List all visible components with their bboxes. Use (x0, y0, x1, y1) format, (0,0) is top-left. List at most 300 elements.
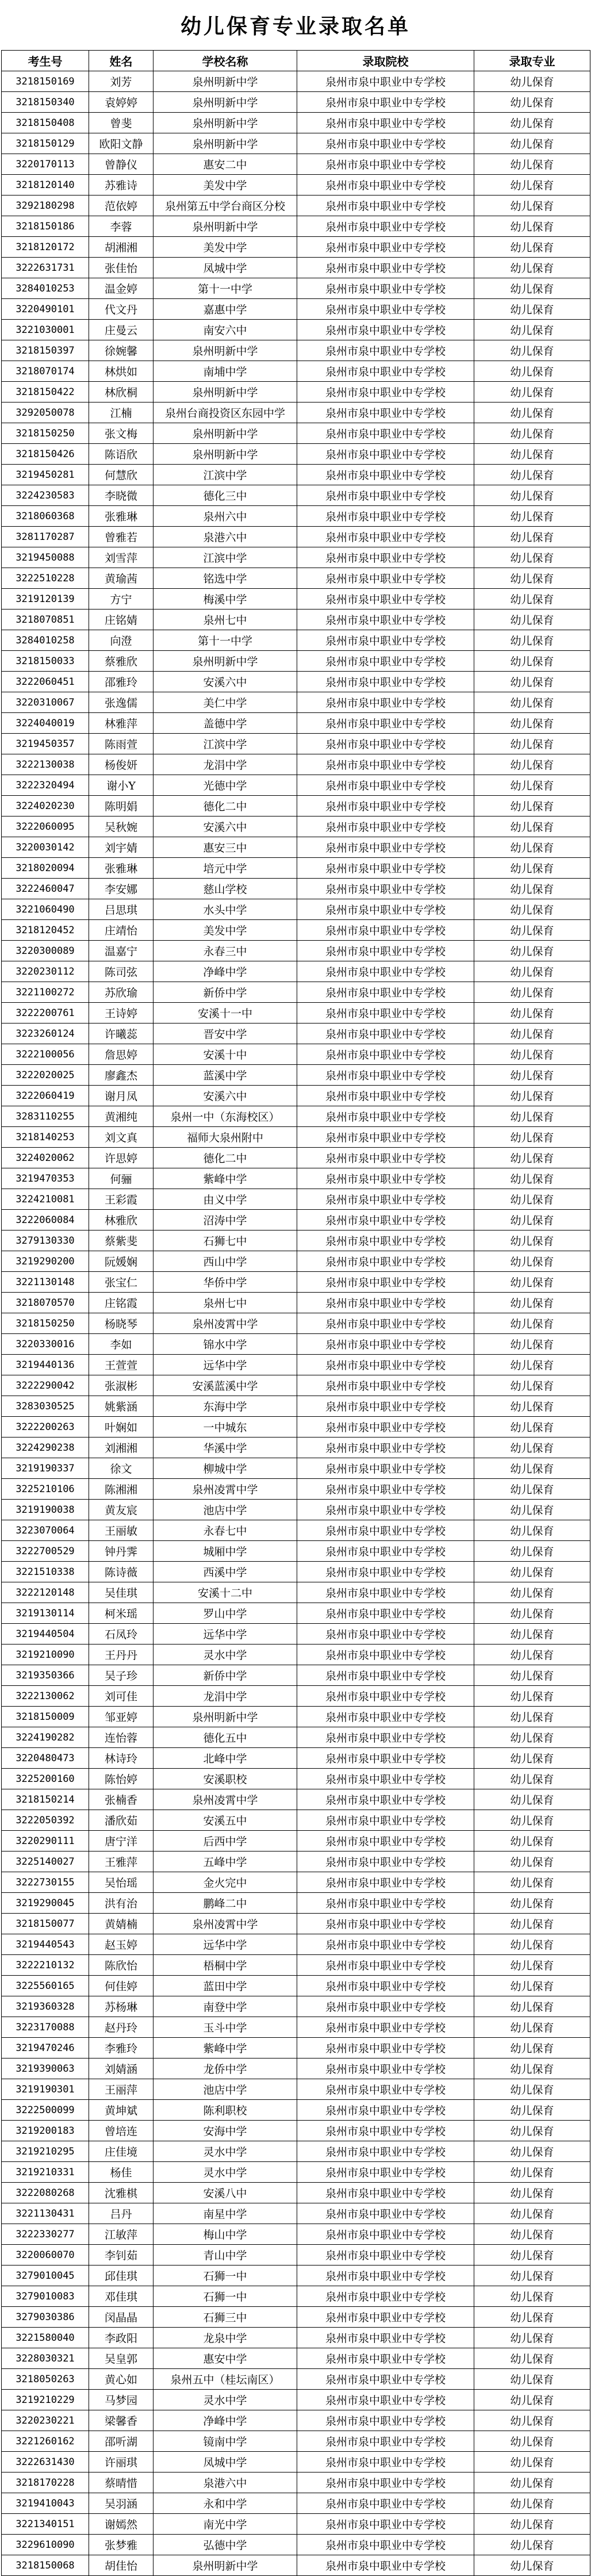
exam-number-cell: 3220330016 (2, 1334, 89, 1355)
student-name-cell: 谢月凤 (89, 1086, 153, 1106)
school-name-cell: 泉州明新中学 (153, 2555, 297, 2576)
major-cell: 幼儿保育 (474, 1127, 590, 1148)
major-cell: 幼儿保育 (474, 2183, 590, 2203)
major-cell: 幼儿保育 (474, 1914, 590, 1934)
exam-number-cell: 3222700529 (2, 1541, 89, 1562)
school-name-cell: 弘德中学 (153, 2535, 297, 2555)
admitting-school-cell: 泉州市泉中职业中专学校 (297, 1686, 474, 1707)
admitting-school-cell: 泉州市泉中职业中专学校 (297, 71, 474, 92)
exam-number-cell: 3224190282 (2, 1727, 89, 1748)
admitting-school-cell: 泉州市泉中职业中专学校 (297, 547, 474, 568)
table-row (2, 1707, 590, 1727)
exam-number-cell: 3218150397 (2, 340, 89, 361)
major-cell: 幼儿保育 (474, 899, 590, 920)
table-row (2, 154, 590, 175)
school-name-cell: 嘉惠中学 (153, 299, 297, 320)
exam-number-cell: 3279010045 (2, 2266, 89, 2286)
table-row (2, 1148, 590, 1168)
exam-number-cell: 3222130062 (2, 1686, 89, 1707)
major-cell: 幼儿保育 (474, 113, 590, 133)
major-cell: 幼儿保育 (474, 2555, 590, 2576)
admitting-school-cell: 泉州市泉中职业中专学校 (297, 423, 474, 444)
table-row (2, 1479, 590, 1500)
school-name-cell: 泉州明新中学 (153, 382, 297, 402)
exam-number-cell: 3281170287 (2, 527, 89, 547)
table-row (2, 899, 590, 920)
student-name-cell: 陈雨萱 (89, 734, 153, 754)
exam-number-cell: 3225560165 (2, 1976, 89, 1996)
table-row (2, 237, 590, 258)
major-cell: 幼儿保育 (474, 1189, 590, 1210)
table-row (2, 2348, 590, 2369)
exam-number-cell: 3222500099 (2, 2100, 89, 2121)
table-row (2, 2141, 590, 2162)
table-row (2, 1955, 590, 1976)
table-body (2, 71, 590, 2576)
major-cell: 幼儿保育 (474, 2307, 590, 2328)
school-name-cell: 惠安二中 (153, 154, 297, 175)
major-cell: 幼儿保育 (474, 1500, 590, 1520)
school-name-cell: 凤城中学 (153, 258, 297, 278)
major-cell: 幼儿保育 (474, 941, 590, 961)
student-name-cell: 王萱萱 (89, 1355, 153, 1375)
school-name-cell: 镜南中学 (153, 2431, 297, 2452)
student-name-cell: 李如 (89, 1334, 153, 1355)
student-name-cell: 黄瑜茜 (89, 568, 153, 589)
admitting-school-cell: 泉州市泉中职业中专学校 (297, 1872, 474, 1893)
exam-number-cell: 3219120139 (2, 589, 89, 610)
admitting-school-cell: 泉州市泉中职业中专学校 (297, 175, 474, 195)
student-name-cell: 何慧欣 (89, 465, 153, 485)
major-cell: 幼儿保育 (474, 2245, 590, 2266)
major-cell: 幼儿保育 (474, 2224, 590, 2245)
admitting-school-cell: 泉州市泉中职业中专学校 (297, 1541, 474, 1562)
major-cell: 幼儿保育 (474, 1541, 590, 1562)
table-row (2, 216, 590, 237)
admitting-school-cell: 泉州市泉中职业中专学校 (297, 278, 474, 299)
school-name-cell: 培元中学 (153, 858, 297, 879)
student-name-cell: 张淑彬 (89, 1375, 153, 1396)
table-row (2, 1851, 590, 1872)
major-cell: 幼儿保育 (474, 1438, 590, 1458)
student-name-cell: 吴羽涵 (89, 2493, 153, 2514)
table-row (2, 2390, 590, 2410)
table-row (2, 961, 590, 982)
student-name-cell: 张雅琳 (89, 506, 153, 527)
admitting-school-cell: 泉州市泉中职业中专学校 (297, 796, 474, 816)
table-row (2, 402, 590, 423)
major-cell: 幼儿保育 (474, 1355, 590, 1375)
admitting-school-cell: 泉州市泉中职业中专学校 (297, 2452, 474, 2472)
major-cell: 幼儿保育 (474, 2472, 590, 2493)
exam-number-cell: 3222060084 (2, 1210, 89, 1230)
exam-number-cell: 3221100272 (2, 982, 89, 1003)
student-name-cell: 曾静仪 (89, 154, 153, 175)
exam-number-cell: 3218150033 (2, 651, 89, 672)
school-name-cell: 永春七中 (153, 1520, 297, 1541)
exam-number-cell: 3220490101 (2, 299, 89, 320)
major-cell: 幼儿保育 (474, 1831, 590, 1851)
admitting-school-cell: 泉州市泉中职业中专学校 (297, 340, 474, 361)
exam-number-cell: 3222290042 (2, 1375, 89, 1396)
student-name-cell: 潘欣茹 (89, 1810, 153, 1831)
major-cell: 幼儿保育 (474, 2410, 590, 2431)
major-cell: 幼儿保育 (474, 1230, 590, 1251)
table-row (2, 2328, 590, 2348)
major-cell: 幼儿保育 (474, 1479, 590, 1500)
major-cell: 幼儿保育 (474, 258, 590, 278)
exam-number-cell: 3222080268 (2, 2183, 89, 2203)
admitting-school-cell: 泉州市泉中职业中专学校 (297, 485, 474, 506)
admitting-school-cell: 泉州市泉中职业中专学校 (297, 465, 474, 485)
student-name-cell: 温金婷 (89, 278, 153, 299)
school-name-cell: 新侨中学 (153, 1665, 297, 1686)
exam-number-cell: 3221260162 (2, 2431, 89, 2452)
admitting-school-cell: 泉州市泉中职业中专学校 (297, 1272, 474, 1293)
exam-number-cell: 3220230221 (2, 2410, 89, 2431)
school-name-cell: 慈山学校 (153, 879, 297, 899)
table-row (2, 1562, 590, 1582)
exam-number-cell: 3283030525 (2, 1396, 89, 1417)
table-row (2, 858, 590, 879)
admitting-school-cell: 泉州市泉中职业中专学校 (297, 837, 474, 858)
school-name-cell: 梧桐中学 (153, 1955, 297, 1976)
table-row (2, 195, 590, 216)
exam-number-cell: 3292180298 (2, 195, 89, 216)
table-row (2, 258, 590, 278)
school-name-cell: 沼涛中学 (153, 1210, 297, 1230)
table-row (2, 2245, 590, 2266)
admitting-school-cell: 泉州市泉中职业中专学校 (297, 589, 474, 610)
table-row (2, 278, 590, 299)
admitting-school-cell: 泉州市泉中职业中专学校 (297, 1707, 474, 1727)
exam-number-cell: 3219450088 (2, 547, 89, 568)
table-row (2, 2079, 590, 2100)
exam-number-cell: 3219440136 (2, 1355, 89, 1375)
table-row (2, 1831, 590, 1851)
major-cell: 幼儿保育 (474, 1458, 590, 1479)
admitting-school-cell: 泉州市泉中职业中专学校 (297, 2141, 474, 2162)
admitting-school-cell: 泉州市泉中职业中专学校 (297, 402, 474, 423)
student-name-cell: 邓佳琪 (89, 2286, 153, 2307)
school-name-cell: 第十一中学 (153, 630, 297, 651)
major-cell: 幼儿保育 (474, 506, 590, 527)
exam-number-cell: 3219410043 (2, 2493, 89, 2514)
table-row (2, 2555, 590, 2576)
student-name-cell: 马梦园 (89, 2390, 153, 2410)
exam-number-cell: 3228030321 (2, 2348, 89, 2369)
student-name-cell: 李雅玲 (89, 2038, 153, 2058)
school-name-cell: 江滨中学 (153, 734, 297, 754)
student-name-cell: 张逸儒 (89, 692, 153, 713)
school-name-cell: 灵水中学 (153, 2141, 297, 2162)
admitting-school-cell: 泉州市泉中职业中专学校 (297, 133, 474, 154)
admitting-school-cell: 泉州市泉中职业中专学校 (297, 2348, 474, 2369)
exam-number-cell: 3218070174 (2, 361, 89, 382)
school-name-cell: 石狮七中 (153, 1230, 297, 1251)
student-name-cell: 吕思琪 (89, 899, 153, 920)
major-cell: 幼儿保育 (474, 775, 590, 796)
major-cell: 幼儿保育 (474, 465, 590, 485)
major-cell: 幼儿保育 (474, 1644, 590, 1665)
student-name-cell: 黄湘纯 (89, 1106, 153, 1127)
school-name-cell: 安溪十二中 (153, 1582, 297, 1603)
school-name-cell: 美仁中学 (153, 692, 297, 713)
major-cell: 幼儿保育 (474, 879, 590, 899)
school-name-cell: 江滨中学 (153, 547, 297, 568)
major-cell: 幼儿保育 (474, 485, 590, 506)
major-cell: 幼儿保育 (474, 1955, 590, 1976)
student-name-cell: 代文丹 (89, 299, 153, 320)
school-name-cell: 梅溪中学 (153, 589, 297, 610)
student-name-cell: 谢小Y (89, 775, 153, 796)
school-name-cell: 惠安中学 (153, 2348, 297, 2369)
exam-number-cell: 3218150408 (2, 113, 89, 133)
admitting-school-cell: 泉州市泉中职业中专学校 (297, 2183, 474, 2203)
admitting-school-cell: 泉州市泉中职业中专学校 (297, 382, 474, 402)
exam-number-cell: 3219210090 (2, 1644, 89, 1665)
table-header-row (2, 51, 590, 71)
exam-number-cell: 3218150214 (2, 1789, 89, 1810)
student-name-cell: 刘宇婧 (89, 837, 153, 858)
student-name-cell: 林雅欣 (89, 1210, 153, 1230)
table-row (2, 1127, 590, 1148)
major-cell: 幼儿保育 (474, 2141, 590, 2162)
exam-number-cell: 3222460047 (2, 879, 89, 899)
student-name-cell: 蔡晴惜 (89, 2472, 153, 2493)
school-name-cell: 美发中学 (153, 237, 297, 258)
major-cell: 幼儿保育 (474, 2286, 590, 2307)
admitting-school-cell: 泉州市泉中职业中专学校 (297, 1438, 474, 1458)
major-cell: 幼儿保育 (474, 71, 590, 92)
school-name-cell: 远华中学 (153, 1934, 297, 1955)
major-cell: 幼儿保育 (474, 1023, 590, 1044)
admitting-school-cell: 泉州市泉中职业中专学校 (297, 1893, 474, 1914)
table-row (2, 2017, 590, 2038)
student-name-cell: 姚紫涵 (89, 1396, 153, 1417)
major-cell: 幼儿保育 (474, 672, 590, 692)
student-name-cell: 徐文 (89, 1458, 153, 1479)
table-row (2, 444, 590, 465)
admitting-school-cell: 泉州市泉中职业中专学校 (297, 1086, 474, 1106)
student-name-cell: 徐婉馨 (89, 340, 153, 361)
admitting-school-cell: 泉州市泉中职业中专学校 (297, 1996, 474, 2017)
table-row (2, 1065, 590, 1086)
school-name-cell: 五峰中学 (153, 1851, 297, 1872)
school-name-cell: 紫峰中学 (153, 2038, 297, 2058)
table-row (2, 1810, 590, 1831)
student-name-cell: 许丽琪 (89, 2452, 153, 2472)
table-row (2, 734, 590, 754)
student-name-cell: 石凤玲 (89, 1624, 153, 1644)
student-name-cell: 李钊茹 (89, 2245, 153, 2266)
major-cell: 幼儿保育 (474, 1396, 590, 1417)
school-name-cell: 蓝溪中学 (153, 1065, 297, 1086)
exam-number-cell: 3218150077 (2, 1914, 89, 1934)
student-name-cell: 刘可佳 (89, 1686, 153, 1707)
admitting-school-cell: 泉州市泉中职业中专学校 (297, 1168, 474, 1189)
admitting-school-cell: 泉州市泉中职业中专学校 (297, 858, 474, 879)
admitting-school-cell: 泉州市泉中职业中专学校 (297, 1148, 474, 1168)
major-cell: 幼儿保育 (474, 713, 590, 734)
exam-number-cell: 3220030142 (2, 837, 89, 858)
major-cell: 幼儿保育 (474, 1210, 590, 1230)
major-cell: 幼儿保育 (474, 2390, 590, 2410)
major-cell: 幼儿保育 (474, 630, 590, 651)
major-cell: 幼儿保育 (474, 382, 590, 402)
major-cell: 幼儿保育 (474, 920, 590, 941)
exam-number-cell: 3218150009 (2, 1707, 89, 1727)
major-cell: 幼儿保育 (474, 2121, 590, 2141)
school-name-cell: 池店中学 (153, 2079, 297, 2100)
table-row (2, 1520, 590, 1541)
major-cell: 幼儿保育 (474, 2079, 590, 2100)
table-row (2, 1769, 590, 1789)
major-cell: 幼儿保育 (474, 154, 590, 175)
exam-number-cell: 3222100056 (2, 1044, 89, 1065)
student-name-cell: 洪有治 (89, 1893, 153, 1914)
exam-number-cell: 3219350366 (2, 1665, 89, 1686)
school-name-cell: 石狮一中 (153, 2266, 297, 2286)
school-name-cell: 梅山中学 (153, 2224, 297, 2245)
table-row (2, 2493, 590, 2514)
school-name-cell: 安溪十中 (153, 1044, 297, 1065)
admitting-school-cell: 泉州市泉中职业中专学校 (297, 2162, 474, 2183)
school-name-cell: 永春三中 (153, 941, 297, 961)
exam-number-cell: 3222200263 (2, 1417, 89, 1438)
major-cell: 幼儿保育 (474, 1789, 590, 1810)
exam-number-cell: 3222631430 (2, 2452, 89, 2472)
exam-number-cell: 3219290045 (2, 1893, 89, 1914)
student-name-cell: 江楠 (89, 402, 153, 423)
admission-table (1, 50, 590, 2576)
exam-number-cell: 3222631731 (2, 258, 89, 278)
school-name-cell: 南光中学 (153, 2514, 297, 2535)
school-name-cell: 泉州七中 (153, 1293, 297, 1313)
school-name-cell: 泉州凌霄中学 (153, 1789, 297, 1810)
table-row (2, 1003, 590, 1023)
table-row (2, 1500, 590, 1520)
admitting-school-cell: 泉州市泉中职业中专学校 (297, 2121, 474, 2141)
exam-number-cell: 3218120140 (2, 175, 89, 195)
table-row (2, 2058, 590, 2079)
table-row (2, 2286, 590, 2307)
major-cell: 幼儿保育 (474, 816, 590, 837)
major-cell: 幼儿保育 (474, 2058, 590, 2079)
student-name-cell: 何骊 (89, 1168, 153, 1189)
admitting-school-cell: 泉州市泉中职业中专学校 (297, 1003, 474, 1023)
school-name-cell: 柳城中学 (153, 1458, 297, 1479)
admitting-school-cell: 泉州市泉中职业中专学校 (297, 1334, 474, 1355)
school-name-cell: 灵水中学 (153, 2390, 297, 2410)
exam-number-cell: 3222510228 (2, 568, 89, 589)
table-row (2, 1396, 590, 1417)
admitting-school-cell: 泉州市泉中职业中专学校 (297, 2100, 474, 2121)
admitting-school-cell: 泉州市泉中职业中专学校 (297, 527, 474, 547)
student-name-cell: 李晓微 (89, 485, 153, 506)
school-name-cell: 盖德中学 (153, 713, 297, 734)
school-name-cell: 安溪六中 (153, 672, 297, 692)
major-cell: 幼儿保育 (474, 1996, 590, 2017)
school-name-cell: 石狮一中 (153, 2286, 297, 2307)
major-cell: 幼儿保育 (474, 1707, 590, 1727)
admitting-school-cell: 泉州市泉中职业中专学校 (297, 1293, 474, 1313)
major-cell: 幼儿保育 (474, 1044, 590, 1065)
student-name-cell: 曾培连 (89, 2121, 153, 2141)
admitting-school-cell: 泉州市泉中职业中专学校 (297, 1396, 474, 1417)
school-name-cell: 德化二中 (153, 1148, 297, 1168)
admitting-school-cell: 泉州市泉中职业中专学校 (297, 2245, 474, 2266)
student-name-cell: 曾斐 (89, 113, 153, 133)
school-name-cell: 后西中学 (153, 1831, 297, 1851)
school-name-cell: 泉州明新中学 (153, 71, 297, 92)
major-cell: 幼儿保育 (474, 1582, 590, 1603)
major-cell: 幼儿保育 (474, 175, 590, 195)
school-name-cell: 由义中学 (153, 1189, 297, 1210)
student-name-cell: 许思婷 (89, 1148, 153, 1168)
school-name-cell: 灵水中学 (153, 1644, 297, 1665)
admitting-school-cell: 泉州市泉中职业中专学校 (297, 1831, 474, 1851)
table-row (2, 382, 590, 402)
school-name-cell: 净峰中学 (153, 2410, 297, 2431)
exam-number-cell: 3225210106 (2, 1479, 89, 1500)
student-name-cell: 庄铭霞 (89, 1293, 153, 1313)
student-name-cell: 陈诗薇 (89, 1562, 153, 1582)
student-name-cell: 叶娴如 (89, 1417, 153, 1438)
table-row (2, 589, 590, 610)
school-name-cell: 江滨中学 (153, 465, 297, 485)
admitting-school-cell: 泉州市泉中职业中专学校 (297, 1251, 474, 1272)
major-cell: 幼儿保育 (474, 361, 590, 382)
exam-number-cell: 3292050078 (2, 402, 89, 423)
admitting-school-cell: 泉州市泉中职业中专学校 (297, 1044, 474, 1065)
school-name-cell: 泉州第五中学台商区分校 (153, 195, 297, 216)
exam-number-cell: 3218170228 (2, 2472, 89, 2493)
table-row (2, 1789, 590, 1810)
table-row (2, 837, 590, 858)
admitting-school-cell: 泉州市泉中职业中专学校 (297, 1065, 474, 1086)
table-row (2, 320, 590, 340)
table-row (2, 92, 590, 113)
student-name-cell: 李安娜 (89, 879, 153, 899)
admitting-school-cell: 泉州市泉中职业中专学校 (297, 2472, 474, 2493)
major-cell: 幼儿保育 (474, 320, 590, 340)
student-name-cell: 钟丹霁 (89, 1541, 153, 1562)
school-name-cell: 凤城中学 (153, 2452, 297, 2472)
student-name-cell: 李政阳 (89, 2328, 153, 2348)
exam-number-cell: 3221510338 (2, 1562, 89, 1582)
admitting-school-cell: 泉州市泉中职业中专学校 (297, 1023, 474, 1044)
school-name-cell: 华侨中学 (153, 1272, 297, 1293)
table-row (2, 1893, 590, 1914)
admitting-school-cell: 泉州市泉中职业中专学校 (297, 1976, 474, 1996)
exam-number-cell: 3221130148 (2, 1272, 89, 1293)
exam-number-cell: 3218150250 (2, 423, 89, 444)
school-name-cell: 泉州五中（桂坛南区） (153, 2369, 297, 2390)
header-name: 姓名 (89, 51, 153, 71)
exam-number-cell: 3219210229 (2, 2390, 89, 2410)
student-name-cell: 欧阳文静 (89, 133, 153, 154)
exam-number-cell: 3222060419 (2, 1086, 89, 1106)
major-cell: 幼儿保育 (474, 1976, 590, 1996)
exam-number-cell: 3218150068 (2, 2555, 89, 2576)
student-name-cell: 刘芳 (89, 71, 153, 92)
table-row (2, 754, 590, 775)
exam-number-cell: 3218050263 (2, 2369, 89, 2390)
exam-number-cell: 3224040019 (2, 713, 89, 734)
major-cell: 幼儿保育 (474, 1748, 590, 1769)
table-row (2, 175, 590, 195)
